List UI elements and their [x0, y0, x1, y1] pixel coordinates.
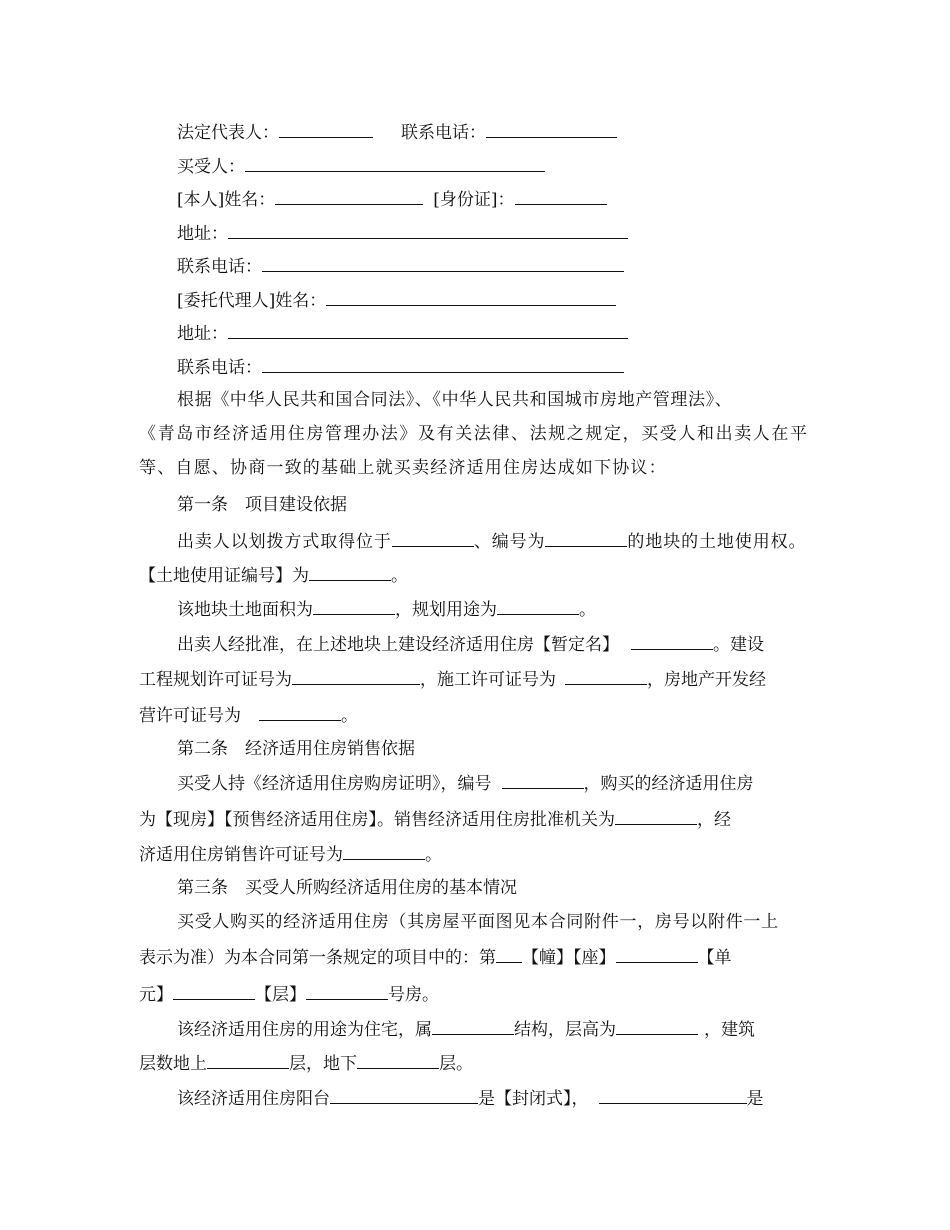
id-blank: [515, 188, 607, 205]
article-3-title: 第三条 买受人所购经济适用住房的基本情况: [177, 878, 517, 898]
legal-rep-label: 法定代表人：: [177, 123, 279, 143]
phone-row-2: [177, 255, 624, 278]
legal-representative-row: [177, 121, 617, 144]
text: 为【现房】【预售经济适用住房】。销售经济适用住房批准机关为: [139, 810, 615, 830]
text: 。: [579, 600, 596, 620]
unit-blank: [616, 946, 698, 963]
text: ，购买的经济适用住房: [583, 774, 754, 794]
text: 该经济适用住房的用途为住宅，属: [177, 1020, 432, 1040]
article-3-para-2: [177, 1018, 755, 1041]
phone-label: 联系电话：: [177, 358, 262, 378]
sales-permit-blank: [343, 843, 425, 860]
text: 出卖人经批准，在上述地块上建设经济适用住房【暂定名】: [177, 635, 619, 655]
address-blank: [228, 222, 628, 239]
agent-name-blank: [326, 289, 616, 306]
agent-name-label: [委托代理人]姓名：: [177, 291, 327, 311]
text: 营许可证号为: [139, 706, 241, 726]
text: 层。: [439, 1054, 473, 1074]
phone-label: 联系电话：: [177, 257, 262, 277]
floors-below-blank: [357, 1052, 439, 1069]
building-number-blank: [496, 946, 522, 963]
text: 元】: [139, 985, 173, 1005]
id-label: [身份证]：: [433, 190, 515, 210]
text: ，施工许可证号为: [420, 670, 556, 690]
text: 是【封闭式】，: [478, 1089, 589, 1109]
location-blank: [392, 530, 474, 547]
address-label: 地址：: [177, 224, 228, 244]
preamble-line-3: 等、自愿、协商一致的基础上就买卖经济适用住房达成如下协议：: [139, 458, 667, 478]
construction-permit-blank: [565, 668, 647, 685]
text: ，规划用途为: [395, 600, 497, 620]
article-3-para-1-end: [139, 983, 439, 1006]
phone-blank: [262, 255, 624, 272]
floor-blank: [173, 983, 255, 1000]
address-row-2: [177, 322, 628, 345]
text: 、编号为: [473, 532, 546, 552]
approving-authority-blank: [615, 808, 697, 825]
text: 是: [746, 1089, 764, 1109]
self-name-label: [本人]姓名：: [177, 190, 276, 210]
land-area-blank: [313, 598, 395, 615]
text: 【层】: [255, 985, 306, 1005]
preamble-line-1: 根据《中华人民共和国合同法》、《中华人民共和国城市房地产管理法》、: [177, 390, 733, 410]
article-3-para-1: 买受人购买的经济适用住房（其房屋平面图见本合同附件一，房号以附件一上: [177, 912, 779, 932]
phone-blank: [262, 356, 624, 373]
article-1-para-3-cont: [139, 668, 766, 691]
address-row-1: [177, 222, 628, 245]
text: 号房。: [388, 985, 439, 1005]
article-2-para-1: [177, 772, 754, 795]
article-3-para-3: [177, 1087, 764, 1110]
article-1-para-3: [177, 633, 764, 656]
text: 【单: [697, 948, 732, 968]
text: 该经济适用住房阳台: [177, 1089, 330, 1109]
article-2-title: 第二条 经济适用住房销售依据: [177, 739, 415, 759]
floor-height-blank: [616, 1018, 698, 1035]
text: 层，地下: [289, 1054, 357, 1074]
text: 的地块的土地使用权。: [627, 532, 807, 552]
article-2-para-1-end: [139, 843, 442, 866]
text: 【土地使用证编号】为: [139, 566, 309, 586]
article-1-title: 第一条 项目建设依据: [177, 495, 347, 515]
preamble-line-2: 《青岛市经济适用住房管理办法》及有关法律、法规之规定，买受人和出卖人在平: [139, 424, 809, 444]
self-name-row: [177, 188, 607, 211]
text: ，经: [697, 810, 731, 830]
text: 。: [425, 845, 442, 865]
tentative-name-blank: [631, 633, 713, 650]
text: ，建筑: [704, 1020, 755, 1040]
development-permit-blank: [259, 704, 341, 721]
balcony-blank-1: [330, 1087, 478, 1104]
phone-row-3: [177, 356, 624, 379]
article-1-para-1: [177, 530, 806, 553]
purchase-certificate-number-blank: [502, 772, 584, 789]
article-1-para-1-cont: [139, 564, 408, 587]
text: 。建设: [713, 635, 764, 655]
article-1-para-2: [177, 598, 596, 621]
text: 。: [341, 706, 358, 726]
text: 济适用住房销售许可证号为: [139, 845, 343, 865]
structure-blank: [432, 1018, 514, 1035]
planning-permit-blank: [292, 668, 420, 685]
planned-use-blank: [497, 598, 579, 615]
balcony-blank-2: [599, 1087, 747, 1104]
address-blank: [228, 322, 628, 339]
legal-rep-blank: [279, 121, 373, 138]
article-2-para-1-cont: [139, 808, 731, 831]
phone-blank: [486, 121, 617, 138]
land-certificate-blank: [309, 564, 391, 581]
parcel-number-blank: [545, 530, 627, 547]
agent-name-row: [177, 289, 616, 312]
text: 该地块土地面积为: [177, 600, 313, 620]
text: 买受人持《经济适用住房购房证明》，编号: [177, 774, 492, 794]
text: 。: [391, 566, 408, 586]
text: 结构，层高为: [514, 1020, 616, 1040]
article-1-para-3-end: [139, 704, 358, 727]
text: 出卖人以划拨方式取得位于: [177, 532, 392, 552]
address-label: 地址：: [177, 324, 228, 344]
buyer-row: [177, 155, 545, 178]
article-3-para-2-cont: [139, 1052, 473, 1075]
floors-above-blank: [207, 1052, 289, 1069]
text: 表示为准）为本合同第一条规定的项目中的：第: [139, 948, 496, 968]
article-3-para-1-cont: [139, 946, 732, 969]
buyer-blank: [245, 155, 545, 172]
text: 【幢】【座】: [522, 948, 616, 968]
phone-label: 联系电话：: [401, 123, 486, 143]
text: ，房地产开发经: [647, 670, 766, 690]
self-name-blank: [275, 188, 423, 205]
text: 层数地上: [139, 1054, 207, 1074]
room-number-blank: [306, 983, 388, 1000]
text: 工程规划许可证号为: [139, 670, 292, 690]
buyer-label: 买受人：: [177, 157, 245, 177]
